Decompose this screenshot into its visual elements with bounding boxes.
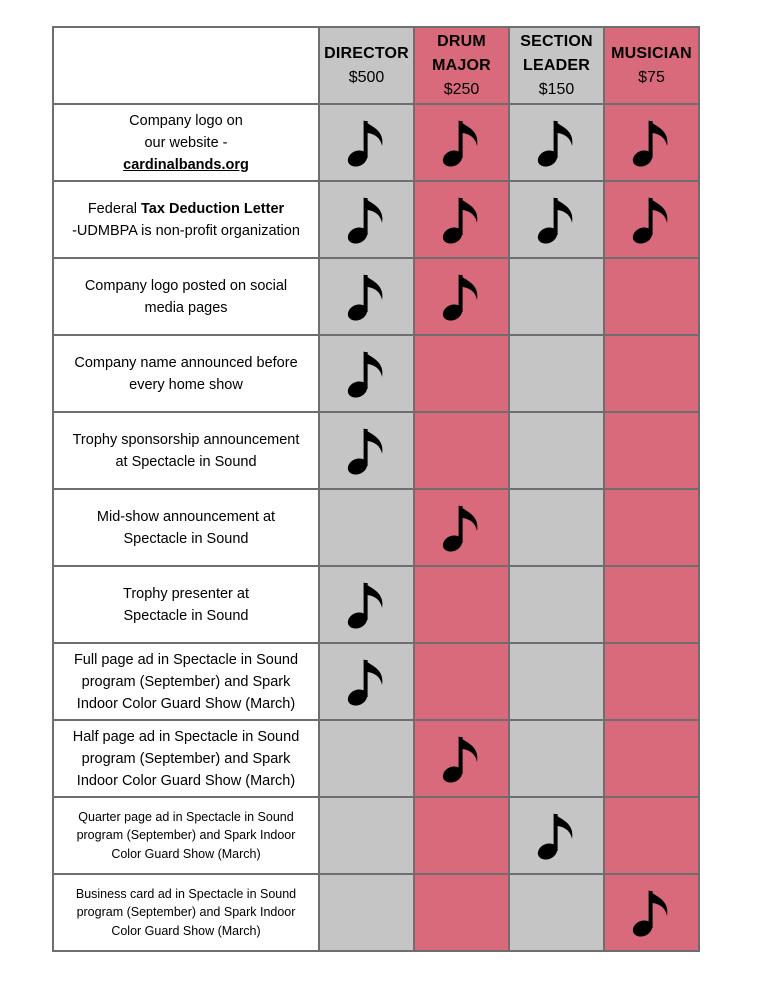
- tier-cell-musician: [604, 181, 699, 258]
- tier-cell-director: [319, 181, 414, 258]
- tier-cell-section-leader: [509, 643, 604, 720]
- tier-cell-section-leader: [509, 181, 604, 258]
- benefit-text: Full page ad in Spectacle in Sound: [73, 651, 299, 668]
- benefit-line: [54, 275, 318, 297]
- tier-header-director: [319, 27, 414, 104]
- tier-cell-director: [319, 720, 414, 797]
- benefit-row: [53, 566, 699, 643]
- benefit-line: [54, 132, 318, 154]
- benefit-text: Quarter page ad in Spectacle in Sound: [78, 809, 294, 824]
- music-note-icon: [347, 657, 387, 707]
- tier-cell-musician: [604, 797, 699, 874]
- tier-header-section-leader: [509, 27, 604, 104]
- tier-cell-director: [319, 643, 414, 720]
- benefit-line: [54, 770, 318, 792]
- tier-price: $500: [348, 68, 385, 86]
- tier-price: $250: [443, 80, 480, 98]
- benefit-text: media pages: [144, 299, 228, 316]
- header-corner-cell: [53, 27, 319, 104]
- benefit-text: Federal: [87, 200, 142, 217]
- benefit-line: [54, 429, 318, 451]
- tier-cell-drum-major: [414, 258, 509, 335]
- tier-cell-musician: [604, 335, 699, 412]
- music-note-icon: [632, 195, 672, 245]
- benefit-line: [54, 154, 318, 176]
- benefit-text: Spectacle in Sound: [123, 530, 249, 547]
- music-note-icon: [442, 503, 482, 553]
- tier-cell-director: [319, 412, 414, 489]
- tier-name-line: SECTION: [520, 32, 593, 50]
- benefit-description: [53, 489, 319, 566]
- tier-cell-section-leader: [509, 489, 604, 566]
- benefit-line: [54, 528, 318, 550]
- benefit-row: [53, 797, 699, 874]
- benefit-line: [54, 220, 318, 242]
- benefit-line: [54, 808, 318, 827]
- benefit-description: [53, 874, 319, 951]
- music-note-icon: [347, 426, 387, 476]
- benefit-line: [54, 605, 318, 627]
- benefit-line: [54, 693, 318, 715]
- tier-name-line: DIRECTOR: [324, 44, 409, 62]
- benefit-description: [53, 335, 319, 412]
- tier-cell-musician: [604, 412, 699, 489]
- benefit-line: [54, 748, 318, 770]
- benefit-line: [54, 922, 318, 941]
- tier-cell-director: [319, 489, 414, 566]
- tier-cell-section-leader: [509, 720, 604, 797]
- benefit-text: at Spectacle in Sound: [115, 453, 257, 470]
- benefit-line: [54, 198, 318, 220]
- benefit-line: [54, 903, 318, 922]
- benefit-text: program (September) and Spark: [81, 673, 291, 690]
- music-note-icon: [442, 272, 482, 322]
- benefit-line: [54, 826, 318, 845]
- benefit-row: [53, 104, 699, 181]
- tier-cell-drum-major: [414, 104, 509, 181]
- benefit-description: [53, 643, 319, 720]
- benefit-row: [53, 258, 699, 335]
- tier-header-musician: [604, 27, 699, 104]
- tier-cell-musician: [604, 643, 699, 720]
- tier-cell-section-leader: [509, 874, 604, 951]
- music-note-icon: [347, 272, 387, 322]
- benefit-text: Color Guard Show (March): [111, 846, 261, 861]
- benefit-description: [53, 258, 319, 335]
- music-note-icon: [632, 888, 672, 938]
- tier-price: $75: [638, 68, 665, 86]
- tier-cell-drum-major: [414, 181, 509, 258]
- tier-cell-director: [319, 566, 414, 643]
- tier-cell-director: [319, 335, 414, 412]
- benefit-line: [54, 110, 318, 132]
- benefit-row: [53, 412, 699, 489]
- benefit-row: [53, 335, 699, 412]
- tier-cell-drum-major: [414, 412, 509, 489]
- tier-cell-drum-major: [414, 797, 509, 874]
- music-note-icon: [537, 195, 577, 245]
- benefit-description: [53, 797, 319, 874]
- tier-cell-musician: [604, 720, 699, 797]
- benefit-line: [54, 297, 318, 319]
- benefit-text: Trophy sponsorship announcement: [72, 431, 300, 448]
- benefit-line: [54, 583, 318, 605]
- benefit-line: [54, 352, 318, 374]
- tier-cell-director: [319, 258, 414, 335]
- benefit-text: Indoor Color Guard Show (March): [76, 695, 296, 712]
- tier-cell-musician: [604, 566, 699, 643]
- tier-cell-section-leader: [509, 335, 604, 412]
- tier-cell-section-leader: [509, 412, 604, 489]
- music-note-icon: [442, 734, 482, 784]
- tier-cell-section-leader: [509, 258, 604, 335]
- benefit-text: program (September) and Spark Indoor: [76, 828, 296, 843]
- tier-cell-drum-major: [414, 335, 509, 412]
- tier-name-line: LEADER: [523, 56, 590, 74]
- benefit-text: Color Guard Show (March): [111, 923, 261, 938]
- music-note-icon: [537, 811, 577, 861]
- benefit-line: [54, 506, 318, 528]
- benefit-text: our website -: [144, 134, 228, 151]
- benefit-text: Company logo on: [129, 112, 243, 129]
- music-note-icon: [347, 195, 387, 245]
- benefit-text: -UDMBPA is non-profit organization: [72, 222, 300, 239]
- benefit-text: program (September) and Spark Indoor: [76, 905, 296, 920]
- benefit-text: program (September) and Spark: [81, 750, 291, 767]
- website-link[interactable]: cardinalbands.org: [123, 156, 249, 173]
- music-note-icon: [442, 195, 482, 245]
- tier-name-line: DRUM: [437, 32, 486, 50]
- benefit-text: every home show: [129, 376, 243, 393]
- music-note-icon: [347, 349, 387, 399]
- tier-cell-musician: [604, 874, 699, 951]
- benefit-description: [53, 104, 319, 181]
- benefit-row: [53, 181, 699, 258]
- sponsorship-table: [52, 26, 700, 952]
- tier-cell-drum-major: [414, 874, 509, 951]
- tier-cell-musician: [604, 104, 699, 181]
- benefit-row: [53, 874, 699, 951]
- tier-cell-drum-major: [414, 720, 509, 797]
- benefit-text: Spectacle in Sound: [123, 607, 249, 624]
- tier-cell-section-leader: [509, 797, 604, 874]
- benefit-text: Company logo posted on social: [84, 277, 288, 294]
- benefit-text: Business card ad in Spectacle in Sound: [75, 886, 297, 901]
- benefit-text: Indoor Color Guard Show (March): [76, 772, 296, 789]
- benefit-row: [53, 489, 699, 566]
- benefit-text: Half page ad in Spectacle in Sound: [72, 728, 300, 745]
- tier-cell-musician: [604, 489, 699, 566]
- benefit-description: [53, 181, 319, 258]
- benefit-description: [53, 720, 319, 797]
- music-note-icon: [347, 580, 387, 630]
- tier-cell-director: [319, 104, 414, 181]
- tier-cell-drum-major: [414, 643, 509, 720]
- benefit-emphasis: Tax Deduction Letter: [141, 200, 285, 217]
- tier-name-line: MAJOR: [432, 56, 491, 74]
- benefit-line: [54, 726, 318, 748]
- tier-cell-section-leader: [509, 104, 604, 181]
- benefit-line: [54, 845, 318, 864]
- tier-cell-musician: [604, 258, 699, 335]
- benefit-line: [54, 885, 318, 904]
- benefit-line: [54, 649, 318, 671]
- benefit-description: [53, 566, 319, 643]
- benefit-text: Company name announced before: [74, 354, 298, 371]
- music-note-icon: [632, 118, 672, 168]
- tier-cell-director: [319, 797, 414, 874]
- header-row: [53, 27, 699, 104]
- tier-price: $150: [538, 80, 575, 98]
- benefit-description: [53, 412, 319, 489]
- benefit-text: Trophy presenter at: [123, 585, 249, 602]
- benefit-row: [53, 720, 699, 797]
- benefits-body: [53, 104, 699, 951]
- tier-cell-drum-major: [414, 489, 509, 566]
- music-note-icon: [347, 118, 387, 168]
- benefit-text: Mid-show announcement at: [96, 508, 276, 525]
- tier-cell-drum-major: [414, 566, 509, 643]
- benefit-line: [54, 374, 318, 396]
- tier-header-drum-major: [414, 27, 509, 104]
- music-note-icon: [442, 118, 482, 168]
- tier-cell-director: [319, 874, 414, 951]
- benefit-row: [53, 643, 699, 720]
- music-note-icon: [537, 118, 577, 168]
- benefit-line: [54, 451, 318, 473]
- tier-name-line: MUSICIAN: [611, 44, 692, 62]
- tier-cell-section-leader: [509, 566, 604, 643]
- benefit-line: [54, 671, 318, 693]
